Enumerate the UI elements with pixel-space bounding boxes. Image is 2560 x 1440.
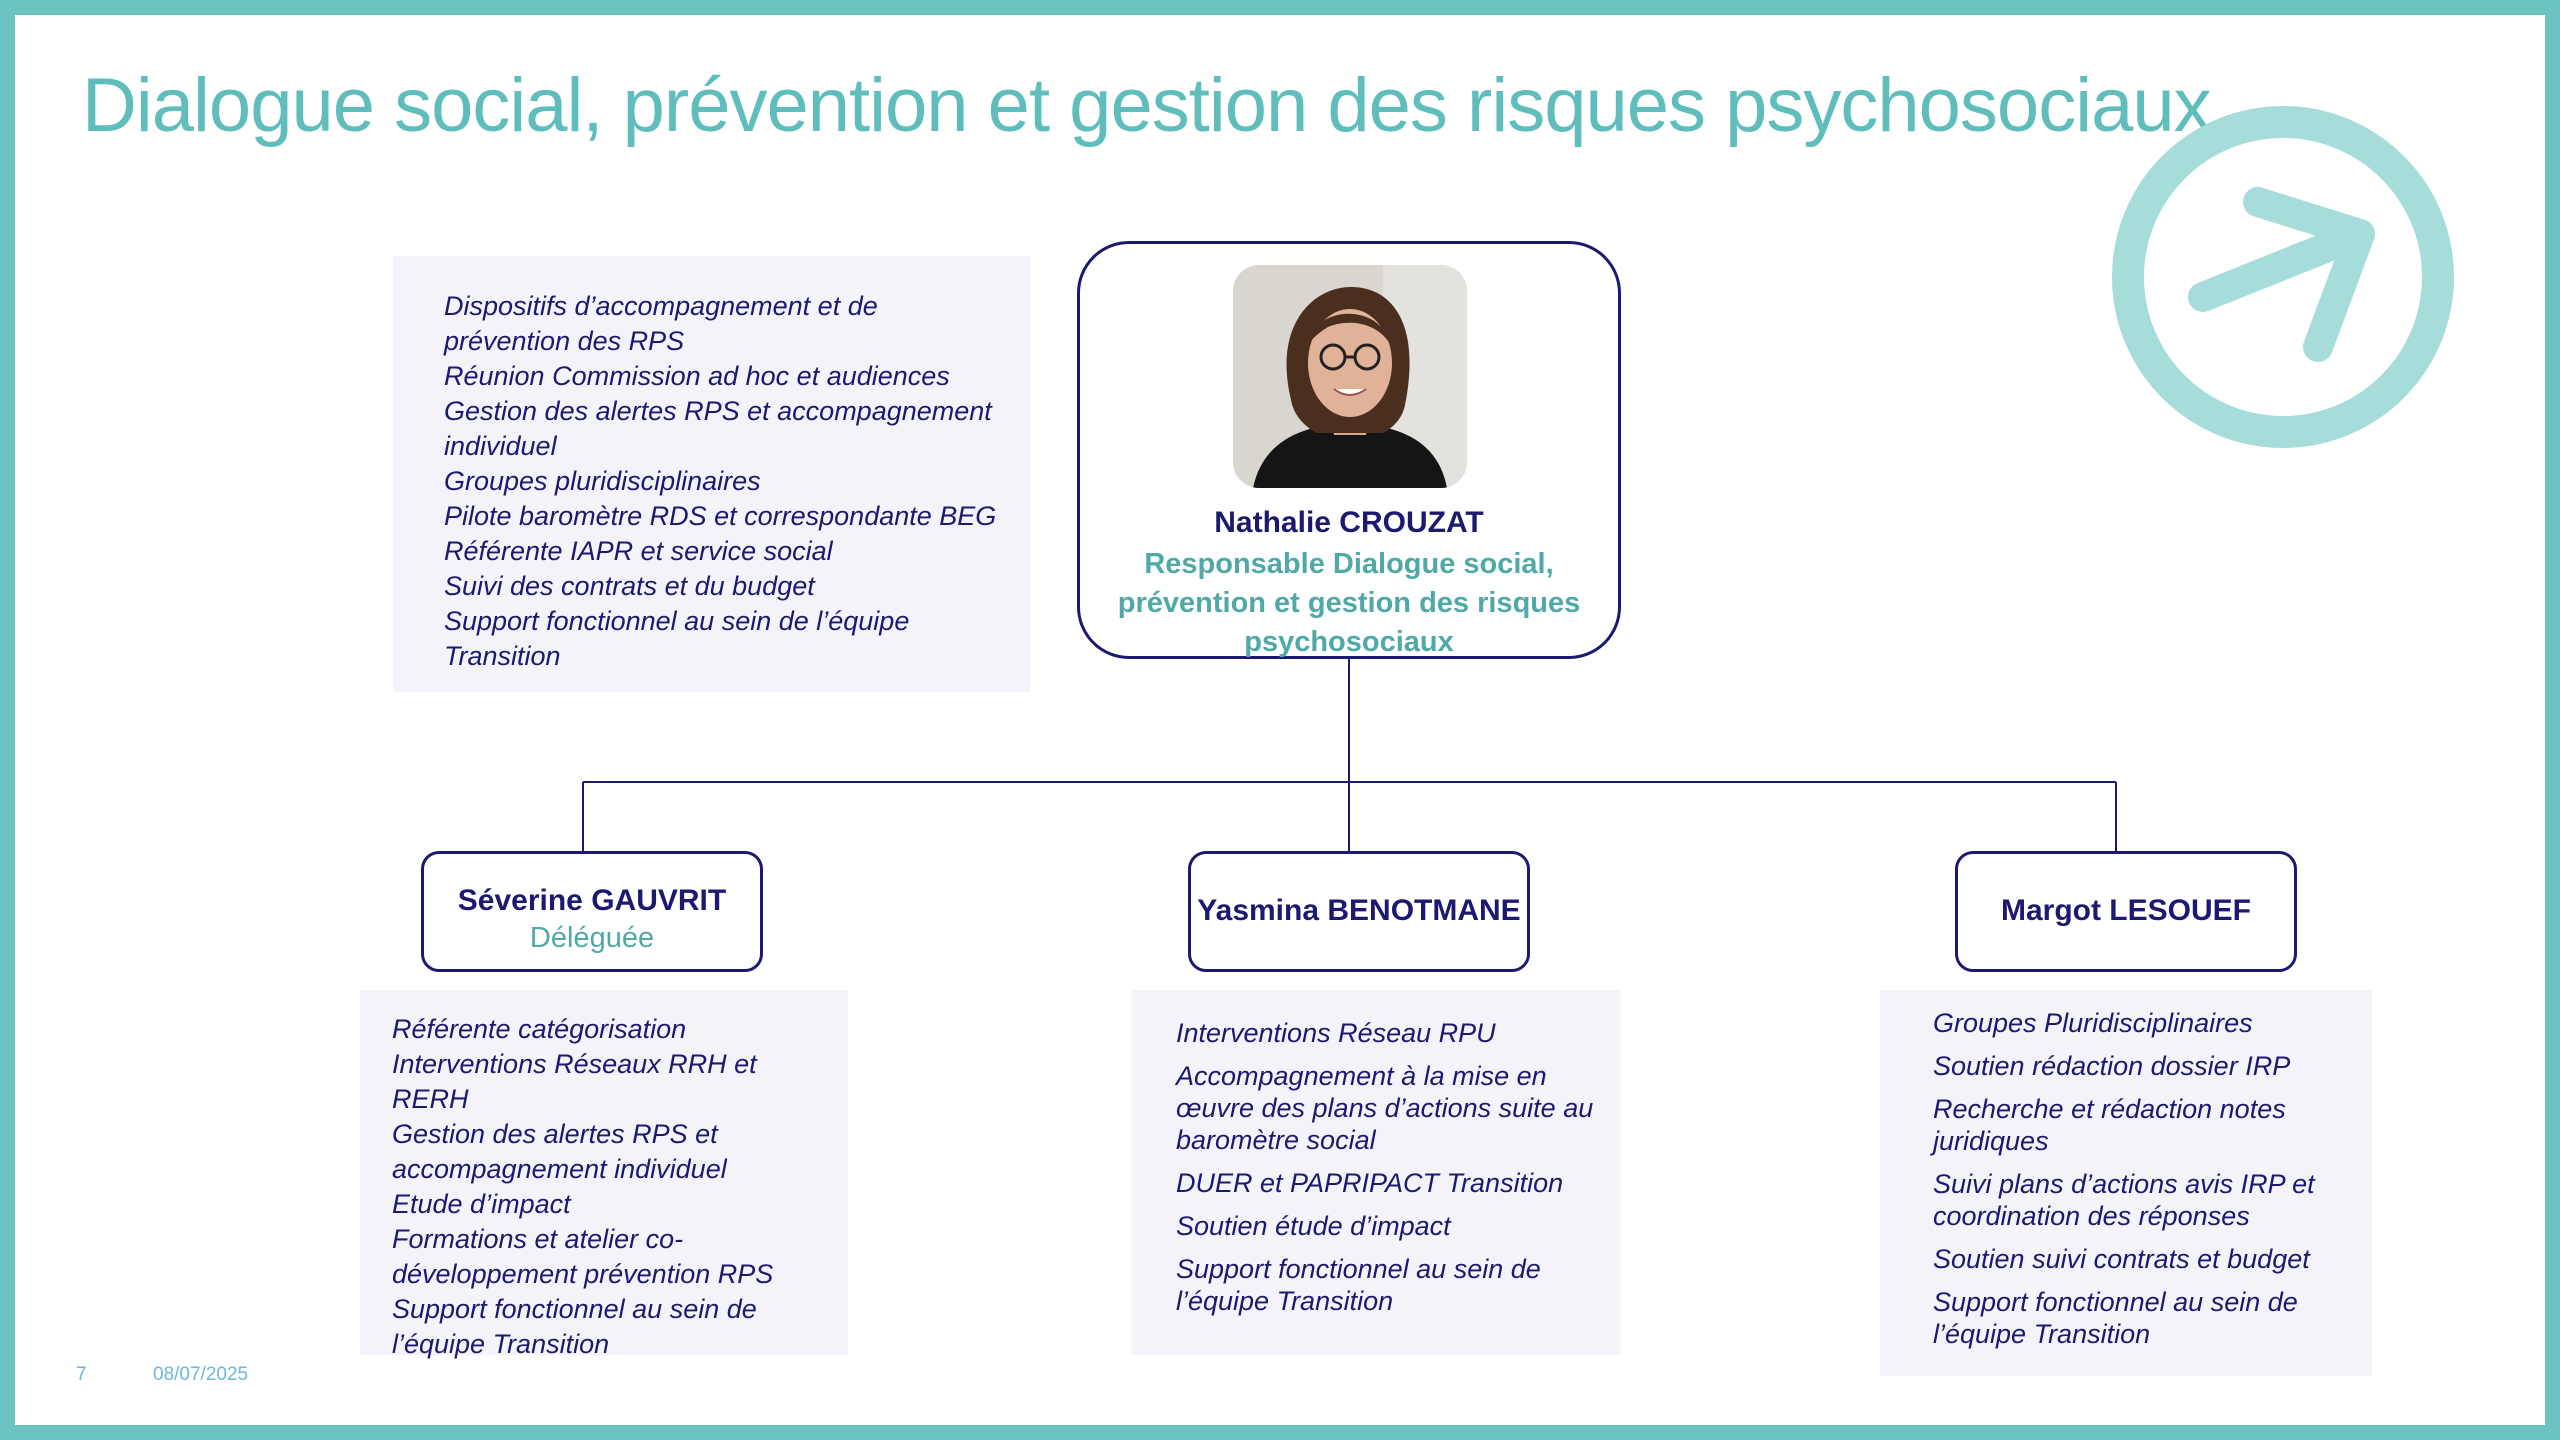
benotmane-missions-panel [1131,990,1621,1355]
list-item: Soutien étude d’impact [1176,1211,1451,1241]
list-item: Gestion des alertes RPS et accompagnement individuel [444,396,992,461]
member-name: Margot LESOUEF [2000,894,2251,927]
list-item: Support fonctionnel au sein de l’équipe Transition [1933,1287,2298,1349]
slide-title: Dialogue social, prévention et gestion des risques psychosociaux [82,63,2211,148]
page-number: 7 [76,1364,87,1385]
portrait-photo [1233,265,1467,488]
list-item: Etude d’impact [392,1189,571,1219]
list-item: Suivi plans d’actions avis IRP et coordination des réponses [1933,1169,2315,1231]
list-item: Référente catégorisation [392,1014,687,1044]
list-item: Recherche et rédaction notes juridiques [1933,1094,2286,1156]
member-card-lesouef [1955,851,2297,972]
list-item: Accompagnement à la mise en œuvre des plans d’actions suite au baromètre social [1176,1061,1594,1155]
list-item: Dispositifs d’accompagnement et de prévention des RPS [444,291,878,356]
head-name: Nathalie CROUZAT [1214,506,1484,539]
list-item: Support fonctionnel au sein de l’équipe Transition [392,1294,757,1359]
list-item: Support fonctionnel au sein de l’équipe Transition [1176,1254,1541,1316]
slide-date: 08/07/2025 [153,1364,249,1385]
head-card [1077,241,1621,659]
arrow-circle-icon [2108,102,2458,452]
list-item: Interventions Réseaux RRH et RERH [392,1049,757,1114]
head-role: Responsable Dialogue social, prévention et gestion des risques psychosociaux [1117,548,1581,658]
list-item: Suivi des contrats et du budget [444,571,815,601]
list-item: DUER et PAPRIPACT Transition [1176,1168,1564,1198]
list-item: Formations et atelier co-développement prévention RPS [392,1224,774,1289]
member-name: Séverine GAUVRIT [457,884,727,917]
list-item: Pilote baromètre RDS et correspondante BEG [444,501,997,531]
member-card-gauvrit [421,851,763,972]
list-item: Groupes pluridisciplinaires [444,466,761,496]
head-missions-panel [393,256,1030,692]
list-item: Groupes Pluridisciplinaires [1933,1008,2253,1038]
lesouef-missions-panel [1880,990,2372,1376]
list-item: Référente IAPR et service social [444,536,833,566]
member-card-benotmane [1188,851,1530,972]
list-item: Soutien rédaction dossier IRP [1933,1051,2291,1081]
list-item: Support fonctionnel au sein de l’équipe Transition [444,606,910,671]
list-item: Gestion des alertes RPS et accompagnement individuel [392,1119,727,1184]
member-name: Yasmina BENOTMANE [1197,894,1521,927]
gauvrit-missions-panel [360,990,848,1359]
list-item: Interventions Réseau RPU [1176,1018,1496,1048]
member-role: Déléguée [529,922,655,954]
list-item: Réunion Commission ad hoc et audiences [444,361,950,391]
list-item: Soutien suivi contrats et budget [1933,1244,2310,1274]
